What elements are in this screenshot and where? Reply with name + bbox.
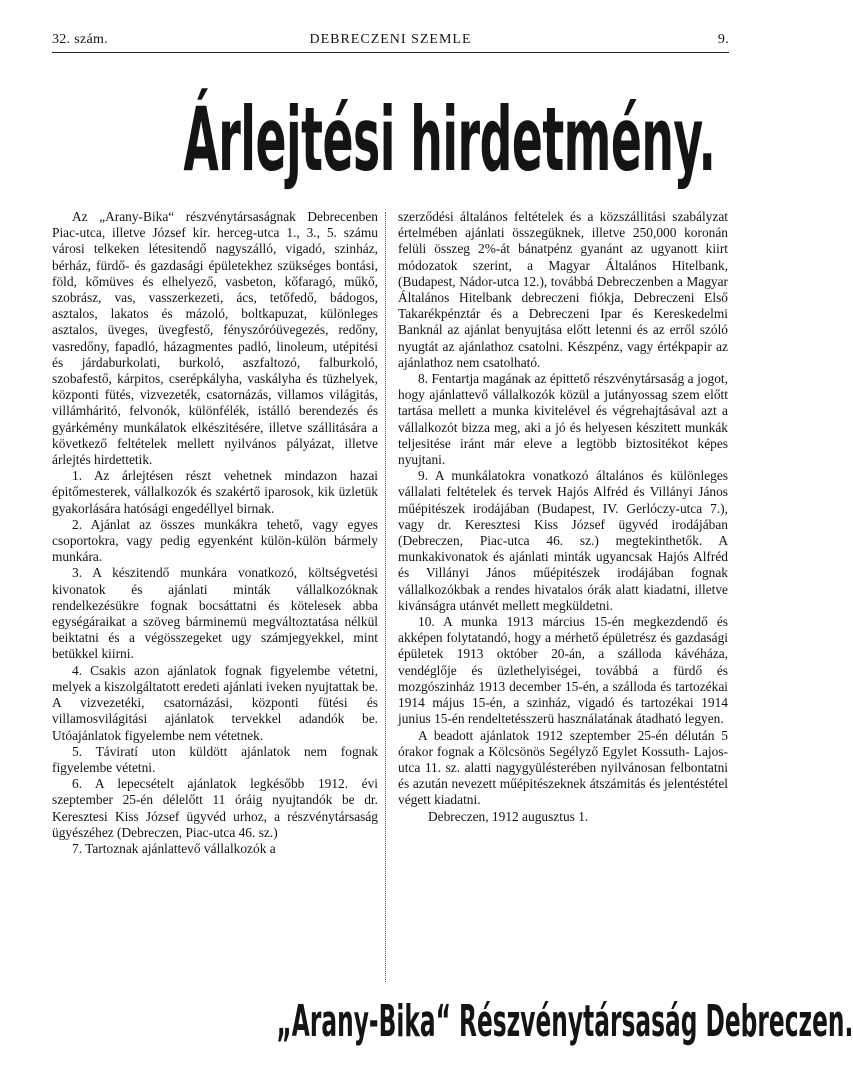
- paragraph-7-start: 7. Tartoznak ajánlattevő vállalkozók a: [72, 840, 276, 856]
- paragraph-7-continued: szerződési általános feltételek és a közszállitási szabályzat értelmében ajánlati összegüknek, illetve 250,000 koronán felüli összeg 2%-át bánatpénz gyanánt az ugyanott kiirt módozatok szerint, a Magyar Általános Hitelbank, (Budapest, Nádor-utca 12.), továbbá Debreczenben a Magyar Általános Hitelbank debreczeni fiókja, Debreczeni Első Takarékpénztár és a Debreczeni Ipar és Kereskedelmi Banknál az ajánlat benyujtása előtt letenni és az erről szóló nyugtát az ajánlathoz csatolni. Készpénz, vagy értékpapir az ajánlathoz nem csatolható.: [398, 209, 728, 370]
- paragraph-5: 5. Táviratí uton küldött ajánlatok nem fognak figyelembe vétetni.: [52, 743, 378, 775]
- signature-line: „Arany-Bika“ Részvénytársaság Debreczen.: [276, 996, 853, 1047]
- paragraph-3: 3. A készitendő munkára vonatkozó, költségvetési kivonatok és ajánlati minták vállalkozóknak rendelkezésükre fognak bocsáttatni és kötelesek abba egységáraikat a szöveg bárminemü megváltoztatása nélkül beiktatni és a végösszegeket ugy számjegyekkel, mint betükkel kiirni.: [52, 565, 378, 662]
- paragraph-10: 10. A munka 1913 március 15-én megkezdendő és akképen folytatandó, hogy a mérhető épületrész és gazdasági épületek 1913 október 20-án, a szálloda kávéháza, vendéglője és üzlethelyiségei, továbbá a fürdő és mozgószinház 1913 december 15-én, a szálloda és tartozékai 1914 május 15-én, a szinház, vigadó és tartozékai 1914 junius 15-én rendeltetésszerü használatának átadható legyen.: [398, 614, 728, 727]
- paragraph-1: 1. Az árlejtésen részt vehetnek mindazon hazai épitőmesterek, vállalkozók és szakértő iparosok, kik üzletük gyakorlására hatósági engedéllyel birnak.: [52, 468, 378, 516]
- notice-title: Árlejtési hirdetmény.: [183, 88, 716, 191]
- journal-name: DEBRECZENI SZEMLE: [309, 32, 472, 47]
- intro-paragraph: Az „Arany-Bika“ részvénytársaságnak Debrecenben Piac-utca, illetve József kir. herceg-utca 1., 3., 5. számu városi telkeken létesitendő nagyszálló, vigadó, szinház, bérház, fürdő- és gazdasági épületekhez szükséges bontási, föld, kőmüves és elhelyező, vasbeton, kőfaragó, műkő, szobrász, vas, vasszerkezeti, ács, tetőfedő, bádogos, asztalos, lakatos és mázoló, boltkapuzat, különleges asztalos, üveges, üvegfestő, fényszóróüvegezés, redőny, vasredőny, fapadló, házagmentes padló, linoleum, utépitési és járdaburkolati, burkoló, aszfaltozó, falburkoló, szobafestő, kárpitos, cserépkályha, vaskályha és tüzhelyek, központi fütés, vizvezeték, csatornázás, villamos világitás, villámháritó, felvonók, különfélék, istálló berendezés és gyárkémény munkálatok elkészitésére, illetve szállitására a következő feltételek mellett nyilvános pályázat, illetve árlejtés hirdettetik.: [52, 209, 378, 468]
- page-header: [52, 30, 729, 53]
- paragraph-2: 2. Ajánlat az összes munkákra tehető, vagy egyes csoportokra, vagy pedig egyenként külön-külön bármely munkára.: [52, 516, 378, 565]
- column-divider: [385, 212, 386, 982]
- paragraph-4: 4. Csakis azon ajánlatok fognak figyelembe vétetni, melyek a kiszolgáltatott eredeti ajánlati iveken nyujtattak be. A vizvezetéki, csatornázási, központi fütési és villamosvilágitási ajánlatok tervekkel adandók be. Utóajánlatok figyelembe nem vétetnek.: [52, 662, 378, 743]
- right-column: [398, 209, 728, 825]
- page-number: 9.: [717, 32, 729, 47]
- paragraph-9: 9. A munkálatokra vonatkozó általános és különleges vállalati feltételek és tervek Hajós Alfréd és Villányi János műépitészek irodájában (Budapest, IV. Gerlóczy-utca 7.), vagy dr. Keresztesi Kiss József ügyvéd irodájában (Debreczen, Piac-utca 46. sz.) megtekinthetők. A munkakivonatok és ajánlati minták ugyancsak Hajós Alfréd és Villányi János műépitészek irodájában fognak vállalkozókbak a rendes hivatalos órák alatt kiadatni, illetve kivánságra utánvét mellett megküldetni.: [398, 468, 728, 613]
- left-column: [52, 209, 378, 857]
- issue-number: 32. szám.: [52, 32, 108, 47]
- paragraph-8: 8. Fentartja magának az épittető részvénytársaság a jogot, hogy ajánlattevő vállalkozók közül a jutányossag szem előtt tartása mellett a munka kivitelével és végrehajtásával azt a vállalkozót bizza meg, aki a jó és helyesen készitett munkák teljesitése iránt már eleve a legtöbb biztositékot képes nyujtani.: [398, 371, 728, 468]
- date-line: Debreczen, 1912 augusztus 1.: [428, 808, 589, 824]
- paragraph-6: 6. A lepecsételt ajánlatok legkésőbb 1912. évi szeptember 25-én délelőtt 11 óráig nyujtandók be dr. Keresztesi Kiss József ügyvéd urhoz, a részvénytársaság ügyészéhez (Debreczen, Piac-utca 46. sz.): [52, 776, 378, 840]
- opening-paragraph: A beadott ajánlatok 1912 szeptember 25-én délután 5 órakor fognak a Kölcsönös Segélyző Egylet Kossuth- Lajos-utca 11. sz. alatti nagygyülésterében nyilvánosan felbontatni és azután nevezett műépitészeknek átszámitás és jelentéstétel végett kiadatni.: [398, 727, 728, 808]
